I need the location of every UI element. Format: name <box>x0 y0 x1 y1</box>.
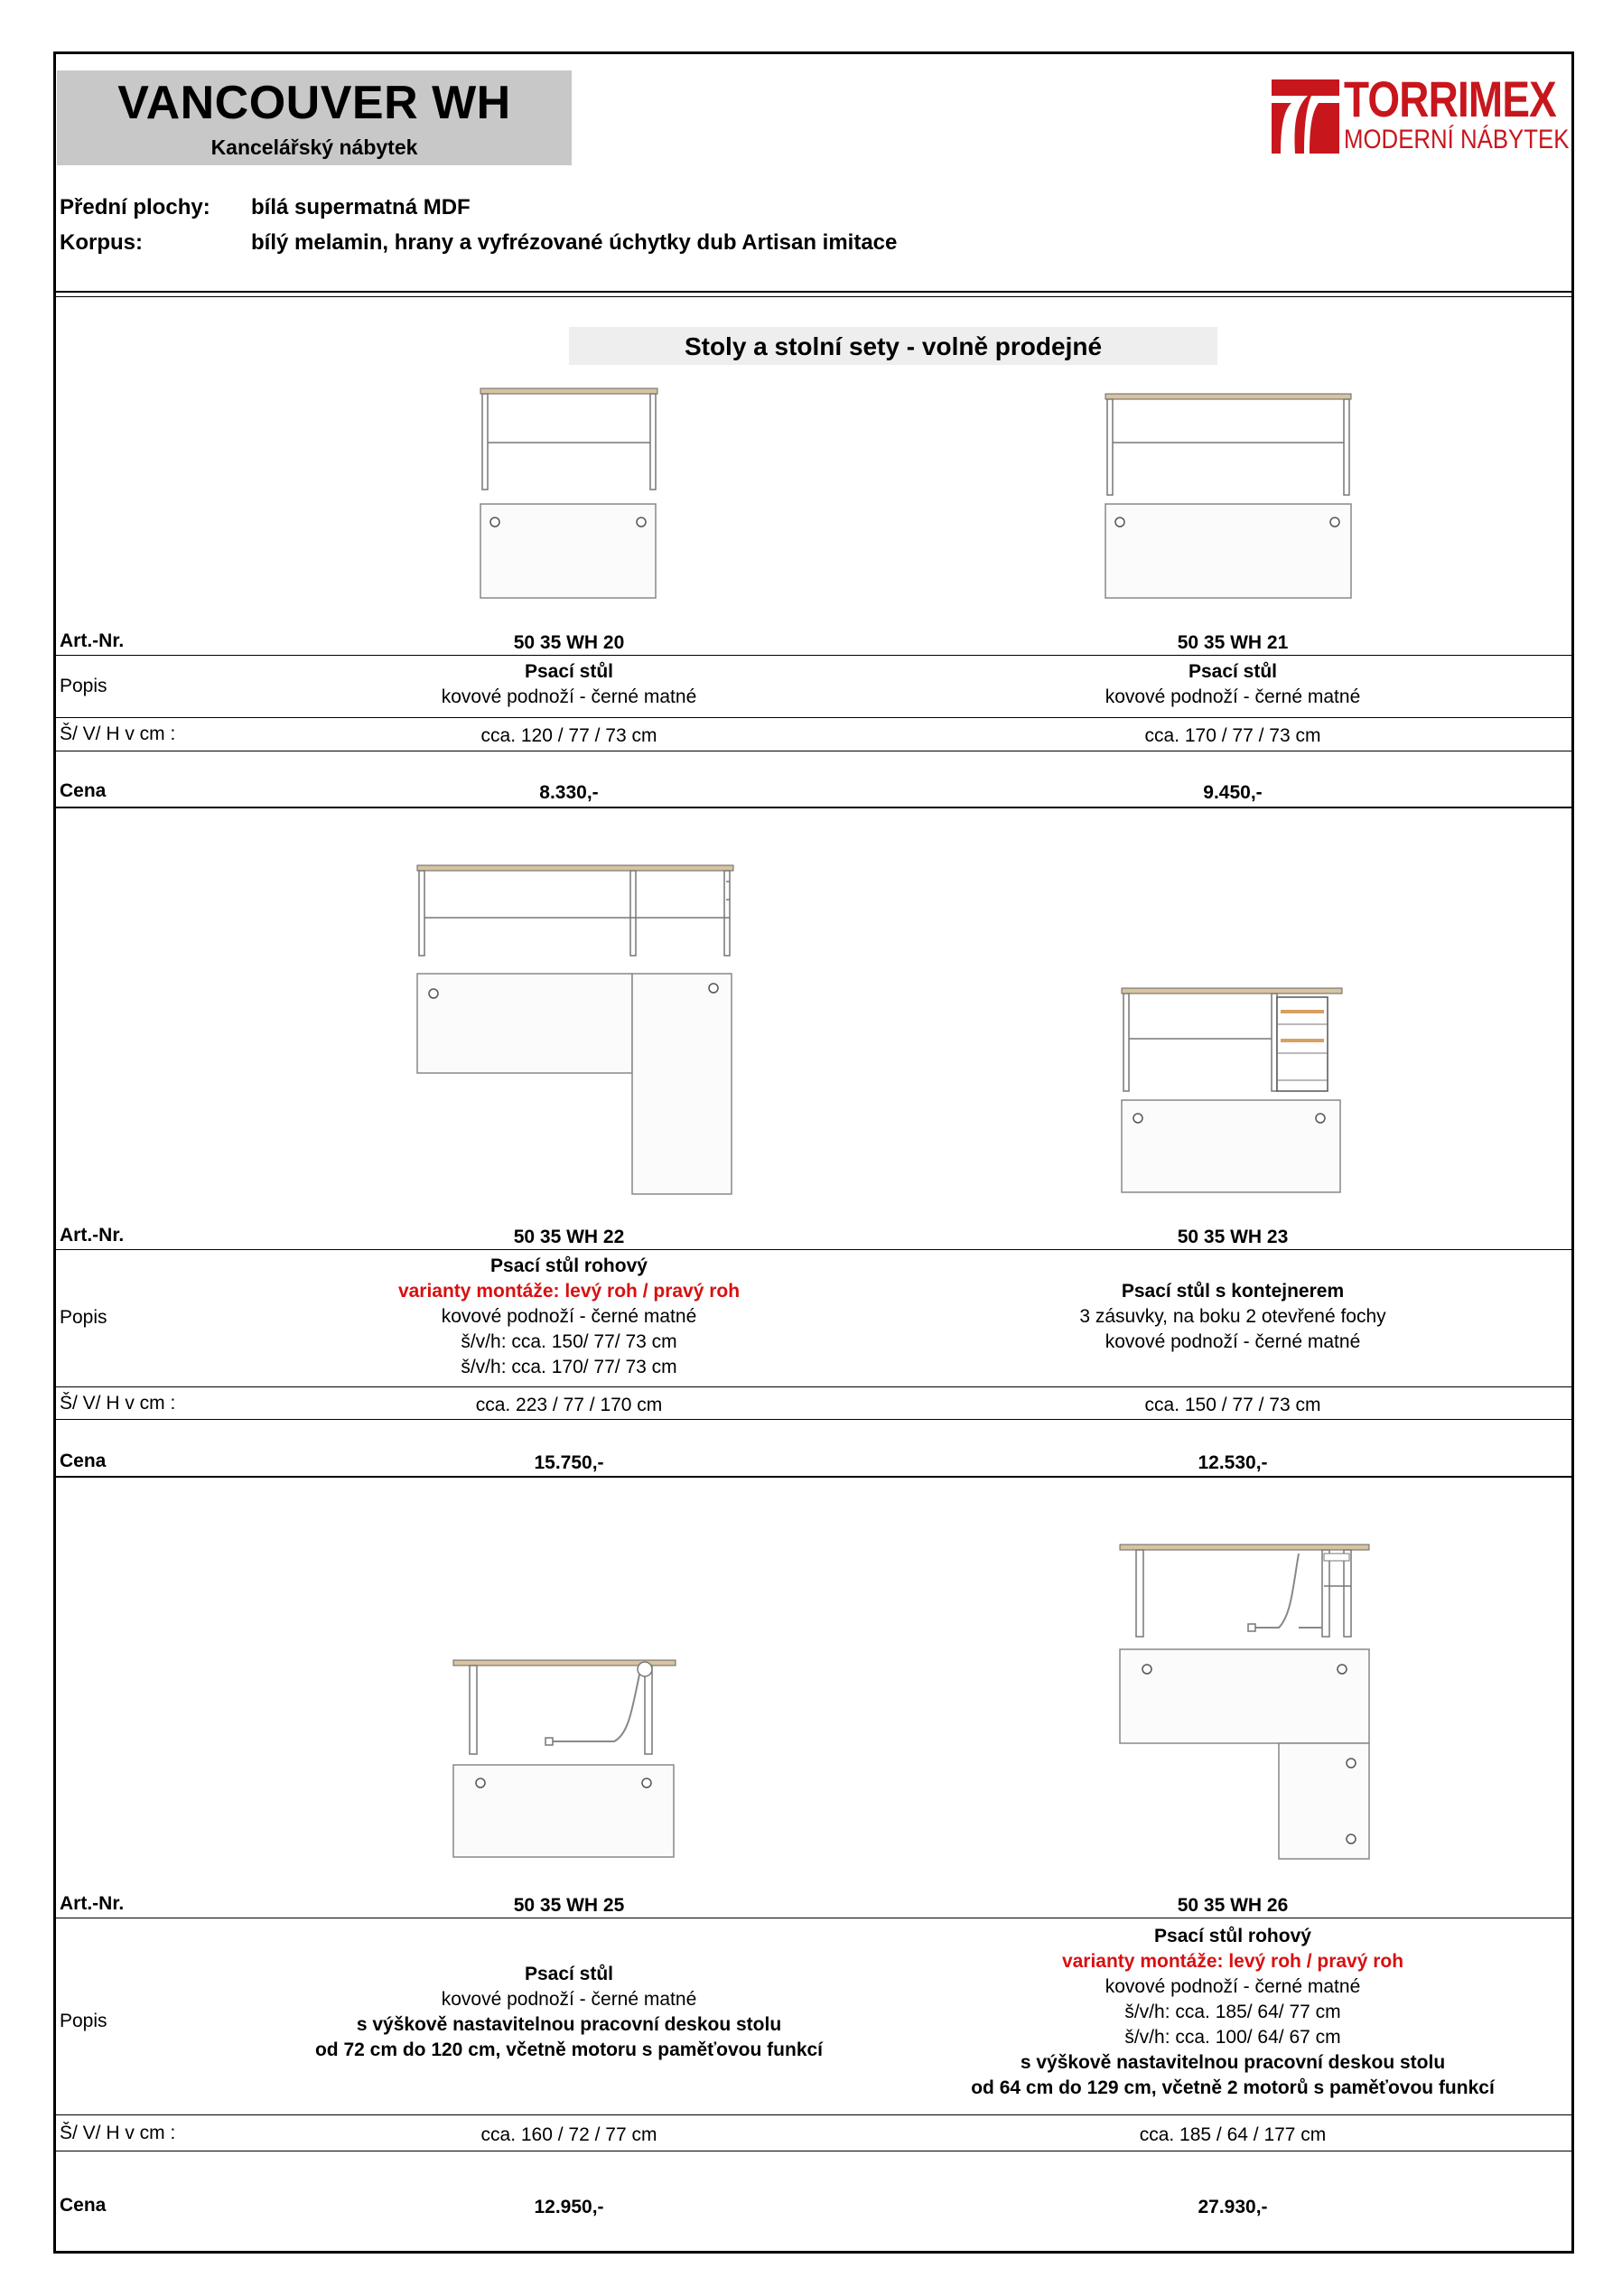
desc-line: š/v/h: cca. 170/ 77/ 73 cm <box>461 1357 677 1377</box>
price-wh20: 8.330,- <box>539 782 599 803</box>
desk-wh25-front-view <box>452 1655 677 1756</box>
row-divider <box>56 807 1571 808</box>
desc-line: š/v/h: cca. 150/ 77/ 73 cm <box>461 1331 677 1352</box>
desc-title: Psací stůl <box>1188 661 1278 682</box>
art-nr-wh20: 50 35 WH 20 <box>513 632 625 653</box>
desc-title: Psací stůl rohový <box>490 1255 648 1276</box>
brand-tagline: MODERNÍ NÁBYTEK <box>1344 125 1570 154</box>
desk-wh20-front-view <box>479 387 659 495</box>
dims-wh23: cca. 150 / 77 / 73 cm <box>1144 1395 1321 1415</box>
desk-wh20-top-view <box>479 502 659 602</box>
header-divider <box>56 291 1571 293</box>
desk-wh26-front-view <box>1118 1539 1371 1640</box>
cena-label: Cena <box>60 2195 107 2216</box>
spec-value-body: bílý melamin, hrany a vyfrézované úchytky dub Artisan imitace <box>251 230 898 255</box>
price-wh23: 12.530,- <box>1198 1452 1268 1473</box>
dims-wh21: cca. 170 / 77 / 73 cm <box>1144 725 1321 746</box>
desc-line: kovové podnoží - černé matné <box>441 1989 697 2010</box>
page-title: VANCOUVER WH <box>117 77 511 129</box>
desc-wh22 <box>235 1254 903 1380</box>
desc-line: kovové podnoží - černé matné <box>1105 1331 1361 1352</box>
desc-variant: varianty montáže: levý roh / pravý roh <box>1061 1951 1404 1972</box>
desc-line: š/v/h: cca. 185/ 64/ 77 cm <box>1124 2002 1341 2022</box>
popis-label: Popis <box>60 676 107 696</box>
art-nr-label: Art.-Nr. <box>60 1893 125 1914</box>
desk-wh23-top-view <box>1120 1098 1344 1196</box>
art-nr-wh23: 50 35 WH 23 <box>1177 1227 1289 1247</box>
art-nr-wh21: 50 35 WH 21 <box>1177 632 1289 653</box>
row-divider <box>56 1419 1571 1420</box>
price-wh21: 9.450,- <box>1203 782 1263 803</box>
popis-label: Popis <box>60 1307 107 1328</box>
desk-wh23-front-view <box>1120 986 1344 1095</box>
desc-title: Psací stůl <box>524 1964 614 1984</box>
desk-wh21-front-view <box>1104 392 1353 500</box>
cena-label: Cena <box>60 1451 107 1471</box>
header-divider-2 <box>56 296 1571 297</box>
desc-bold-line: s výškově nastavitelnou pracovní deskou stolu <box>1020 2052 1446 2073</box>
art-nr-wh25: 50 35 WH 25 <box>513 1895 625 1916</box>
desk-wh22-front-view <box>415 863 735 957</box>
dims-label: Š/ V/ H v cm : <box>60 1393 176 1414</box>
dims-wh22: cca. 223 / 77 / 170 cm <box>475 1395 663 1415</box>
desc-wh23 <box>903 1279 1562 1355</box>
dims-wh26: cca. 185 / 64 / 177 cm <box>1139 2124 1327 2145</box>
desc-wh21 <box>903 659 1562 710</box>
art-nr-wh26: 50 35 WH 26 <box>1177 1895 1289 1916</box>
price-wh25: 12.950,- <box>534 2197 604 2217</box>
row-divider <box>56 2114 1571 2115</box>
desk-wh22-top-view <box>415 972 735 1196</box>
desk-wh25-top-view <box>452 1763 677 1859</box>
row-divider <box>56 1249 1571 1250</box>
popis-label: Popis <box>60 2011 107 2031</box>
row-divider <box>56 1476 1571 1478</box>
desc-line: kovové podnoží - černé matné <box>441 686 697 707</box>
desc-line: kovové podnoží - černé matné <box>1105 1976 1361 1997</box>
desc-variant: varianty montáže: levý roh / pravý roh <box>397 1281 741 1302</box>
desc-line: 3 zásuvky, na boku 2 otevřené fochy <box>1079 1306 1386 1327</box>
desk-wh26-top-view <box>1118 1647 1371 1861</box>
art-nr-label: Art.-Nr. <box>60 630 125 651</box>
row-divider <box>56 655 1571 656</box>
spec-label-body: Korpus: <box>60 230 143 255</box>
page-subtitle: Kancelářský nábytek <box>210 135 418 159</box>
spec-value-front: bílá supermatná MDF <box>251 195 471 219</box>
row-divider <box>56 1386 1571 1387</box>
art-nr-wh22: 50 35 WH 22 <box>513 1227 625 1247</box>
dims-wh25: cca. 160 / 72 / 77 cm <box>480 2124 657 2145</box>
desc-line: š/v/h: cca. 100/ 64/ 67 cm <box>1124 2027 1341 2048</box>
row-divider <box>56 717 1571 718</box>
desk-wh21-top-view <box>1104 502 1353 602</box>
desc-bold-line: od 64 cm do 129 cm, včetně 2 motorů s paměťovou funkcí <box>971 2077 1495 2098</box>
dims-wh20: cca. 120 / 77 / 73 cm <box>480 725 657 746</box>
spec-label-front: Přední plochy: <box>60 195 210 219</box>
dims-label: Š/ V/ H v cm : <box>60 723 176 744</box>
desc-line: kovové podnoží - černé matné <box>441 1306 697 1327</box>
desc-wh26 <box>903 1924 1562 2101</box>
desc-bold-line: s výškově nastavitelnou pracovní deskou stolu <box>356 2014 782 2035</box>
section-title: Stoly a stolní sety - volně prodejné <box>684 332 1103 360</box>
price-wh22: 15.750,- <box>534 1452 604 1473</box>
desc-wh25 <box>235 1962 903 2063</box>
price-wh26: 27.930,- <box>1198 2197 1268 2217</box>
desc-title: Psací stůl s kontejnerem <box>1121 1281 1345 1302</box>
dims-label: Š/ V/ H v cm : <box>60 2123 176 2143</box>
desc-line: kovové podnoží - černé matné <box>1105 686 1361 707</box>
art-nr-label: Art.-Nr. <box>60 1225 125 1246</box>
desc-bold-line: od 72 cm do 120 cm, včetně motoru s paměťovou funkcí <box>314 2039 824 2060</box>
desc-title: Psací stůl rohový <box>1154 1926 1311 1946</box>
cena-label: Cena <box>60 780 107 801</box>
desc-title: Psací stůl <box>524 661 614 682</box>
torrimex-logo-icon <box>1272 79 1339 154</box>
brand-name: TORRIMEX <box>1344 70 1556 127</box>
desc-wh20 <box>235 659 903 710</box>
